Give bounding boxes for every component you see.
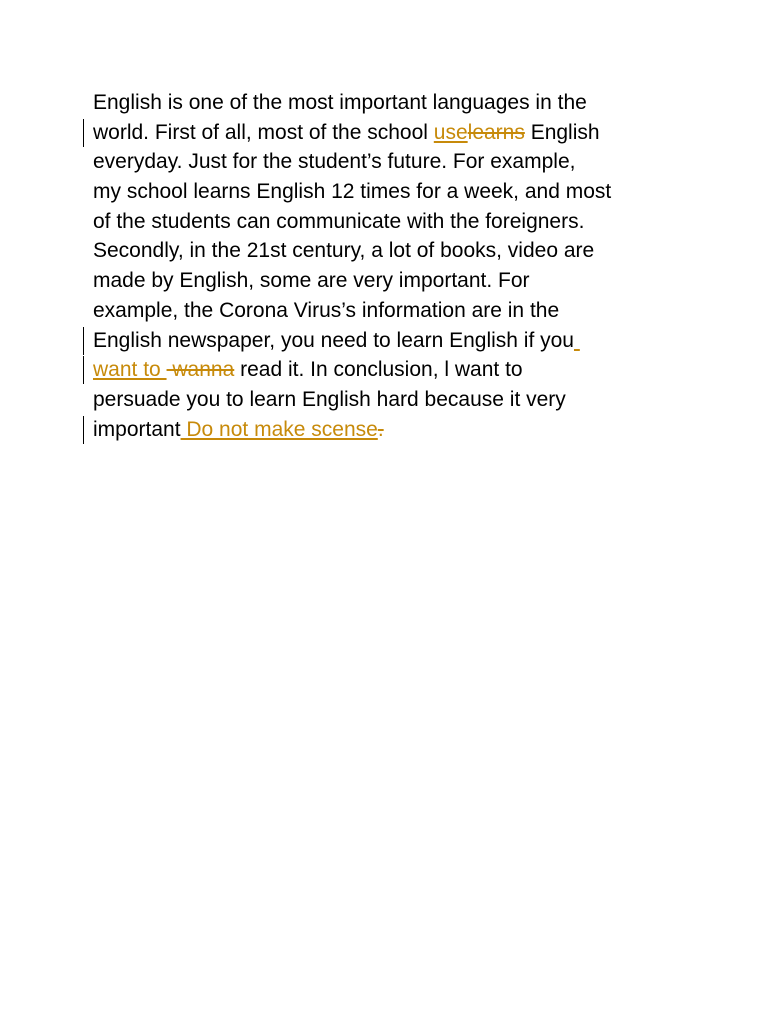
document-line (93, 118, 693, 148)
document-line (93, 177, 693, 207)
body-text: made by English, some are very important. For (93, 269, 530, 293)
document-line (93, 88, 693, 118)
body-text: everyday. Just for the student’s future. For example, (93, 150, 576, 174)
document-line (93, 415, 693, 445)
document-line (93, 147, 693, 177)
document-line (93, 207, 693, 237)
deleted-text: . (377, 417, 384, 441)
inserted-text: use (433, 120, 468, 144)
body-text: of the students can communicate with the foreigners. (93, 209, 585, 233)
body-text: example, the Corona Virus’s information are in the (93, 298, 560, 322)
body-text: English newspaper, you need to learn English if you (93, 328, 574, 352)
body-text: English (524, 120, 600, 144)
document-body[interactable] (93, 88, 693, 444)
deleted-text: wanna (166, 358, 235, 382)
deleted-text: learns (467, 120, 525, 144)
inserted-text: Do not make scense (180, 417, 378, 441)
change-bar (83, 327, 84, 355)
document-line (93, 296, 693, 326)
body-text: Secondly, in the 21st century, a lot of books, video are (93, 239, 595, 263)
body-text: English is one of the most important languages in the (93, 91, 587, 114)
change-bar (83, 416, 84, 444)
document-line (93, 385, 693, 415)
body-text: read it. In conclusion, l want to (234, 358, 523, 382)
body-text: my school learns English 12 times for a week, and most (93, 180, 612, 204)
body-text: persuade you to learn English hard because it very (93, 387, 566, 411)
document-line (93, 236, 693, 266)
document-line (93, 355, 693, 385)
document-line (93, 266, 693, 296)
document-line (93, 326, 693, 356)
body-text: world. First of all, most of the school (93, 120, 434, 144)
change-bar (83, 356, 84, 384)
body-text: important (93, 417, 181, 441)
change-bar (83, 119, 84, 147)
inserted-text (574, 329, 580, 352)
inserted-text: want to (93, 358, 167, 382)
